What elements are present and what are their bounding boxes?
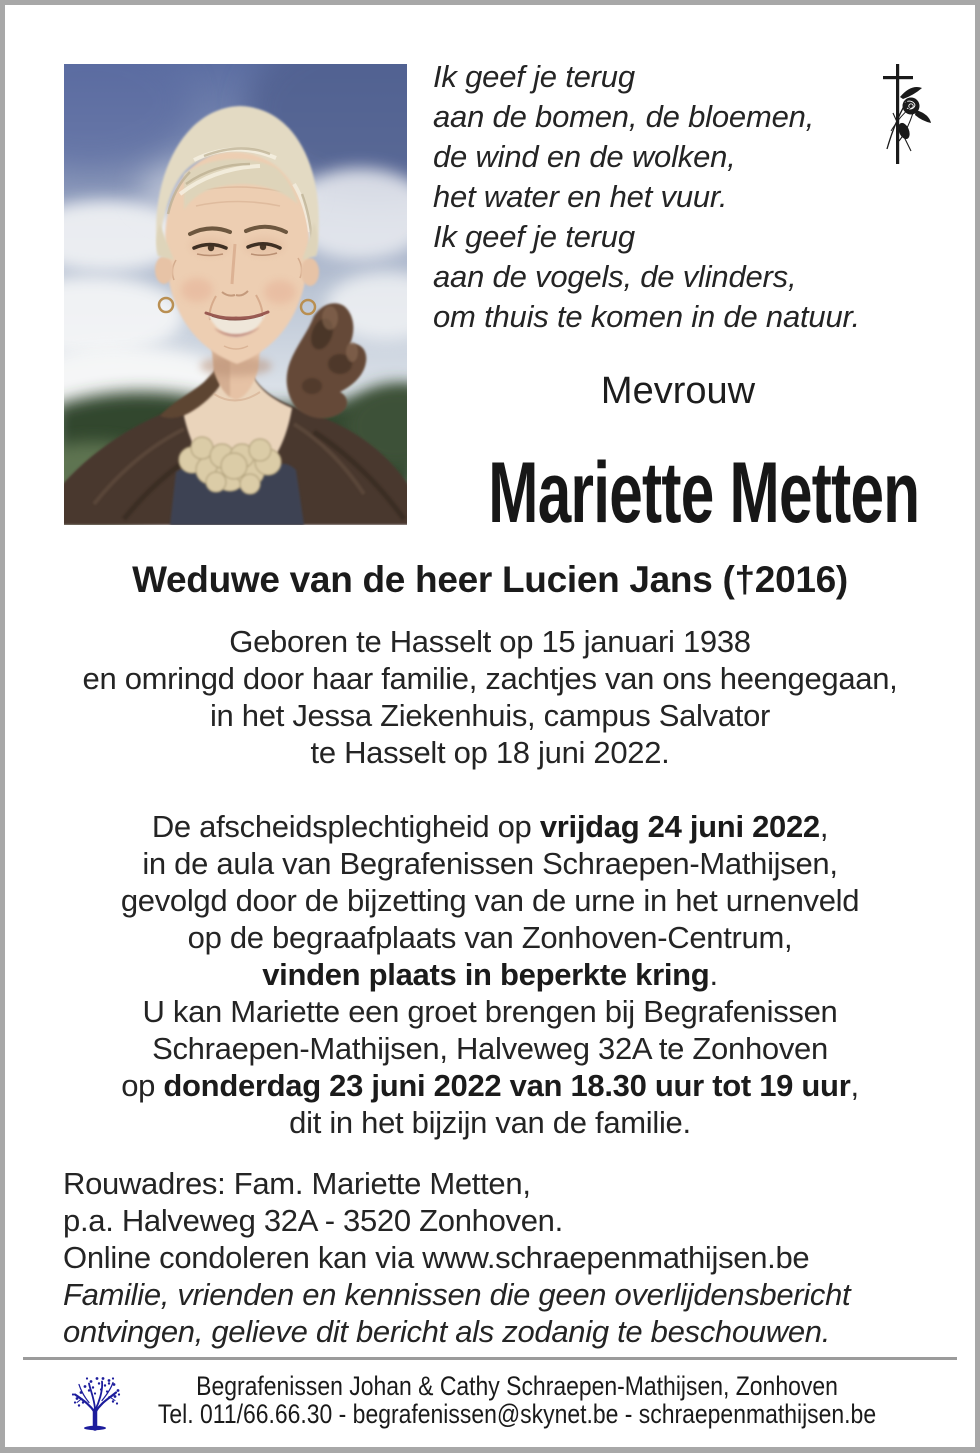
birth-line: Geboren te Hasselt op 15 januari 1938 — [229, 624, 751, 659]
service-line: dit in het bijzijn van de familie. — [289, 1105, 691, 1140]
footer-separator — [23, 1357, 957, 1360]
portrait-photo-art — [64, 64, 407, 525]
funeral-home-contact: Tel. 011/66.66.30 - begrafenissen@skynet.be - schraepenmathijsen.be — [157, 1398, 877, 1429]
poem-line: aan de bomen, de bloemen, — [433, 99, 815, 134]
birth-line: en omringd door haar familie, zachtjes van ons heengegaan, — [82, 661, 898, 696]
portrait-photo — [64, 64, 407, 525]
mourning-address-block — [63, 1165, 850, 1350]
address-line: p.a. Halveweg 32A - 3520 Zonhoven. — [63, 1203, 563, 1238]
service-line: gevolgd door de bijzetting van de urne in het urnenveld — [120, 883, 860, 918]
tree-logo — [69, 1372, 121, 1431]
poem-line: aan de vogels, de vlinders, — [433, 259, 797, 294]
funeral-home-name: Begrafenissen Johan & Cathy Schraepen-Mathijsen, Zonhoven — [196, 1371, 838, 1401]
service-paragraph — [5, 808, 975, 1141]
service-line: vinden plaats in beperkte kring. — [262, 957, 718, 992]
poem-line: het water en het vuur. — [433, 179, 728, 214]
cross-flower-icon — [877, 61, 937, 167]
birth-line: in het Jessa Ziekenhuis, campus Salvator — [209, 698, 771, 733]
service-line: op de begraafplaats van Zonhoven-Centrum, — [187, 920, 793, 955]
cross-flower-art — [877, 61, 937, 167]
address-line-notice: Familie, vrienden en kennissen die geen overlijdensbericht — [63, 1277, 851, 1312]
service-line: in de aula van Begrafenissen Schraepen-Mathijsen, — [142, 846, 838, 881]
poem-line: om thuis te komen in de natuur. — [433, 299, 860, 334]
poem-line: Ik geef je terug — [433, 219, 635, 254]
poem — [433, 57, 860, 337]
address-line-notice: ontvingen, gelieve dit bericht als zodanig te beschouwen. — [63, 1314, 831, 1349]
service-line: De afscheidsplechtigheid op vrijdag 24 juni 2022, — [151, 809, 829, 844]
tree-logo-art — [69, 1372, 121, 1431]
widow-line: Weduwe van de heer Lucien Jans (†2016) — [132, 559, 848, 600]
service-line: Schraepen-Mathijsen, Halveweg 32A te Zonhoven — [152, 1031, 828, 1066]
salutation: Mevrouw — [600, 370, 756, 412]
poem-line: de wind en de wolken, — [433, 139, 736, 174]
address-line: Rouwadres: Fam. Mariette Metten, — [63, 1166, 531, 1201]
funeral-home-footer — [153, 1373, 881, 1428]
birth-line: te Hasselt op 18 juni 2022. — [310, 735, 670, 770]
service-line: U kan Mariette een groet brengen bij Begrafenissen — [142, 994, 838, 1029]
service-line: op donderdag 23 juni 2022 van 18.30 uur tot 19 uur, — [121, 1068, 859, 1103]
poem-line: Ik geef je terug — [433, 59, 635, 94]
birth-paragraph — [5, 623, 975, 771]
address-line-condolence-url: Online condoleren kan via www.schraepenmathijsen.be — [63, 1240, 810, 1275]
deceased-name: Mariette Metten — [488, 445, 920, 541]
